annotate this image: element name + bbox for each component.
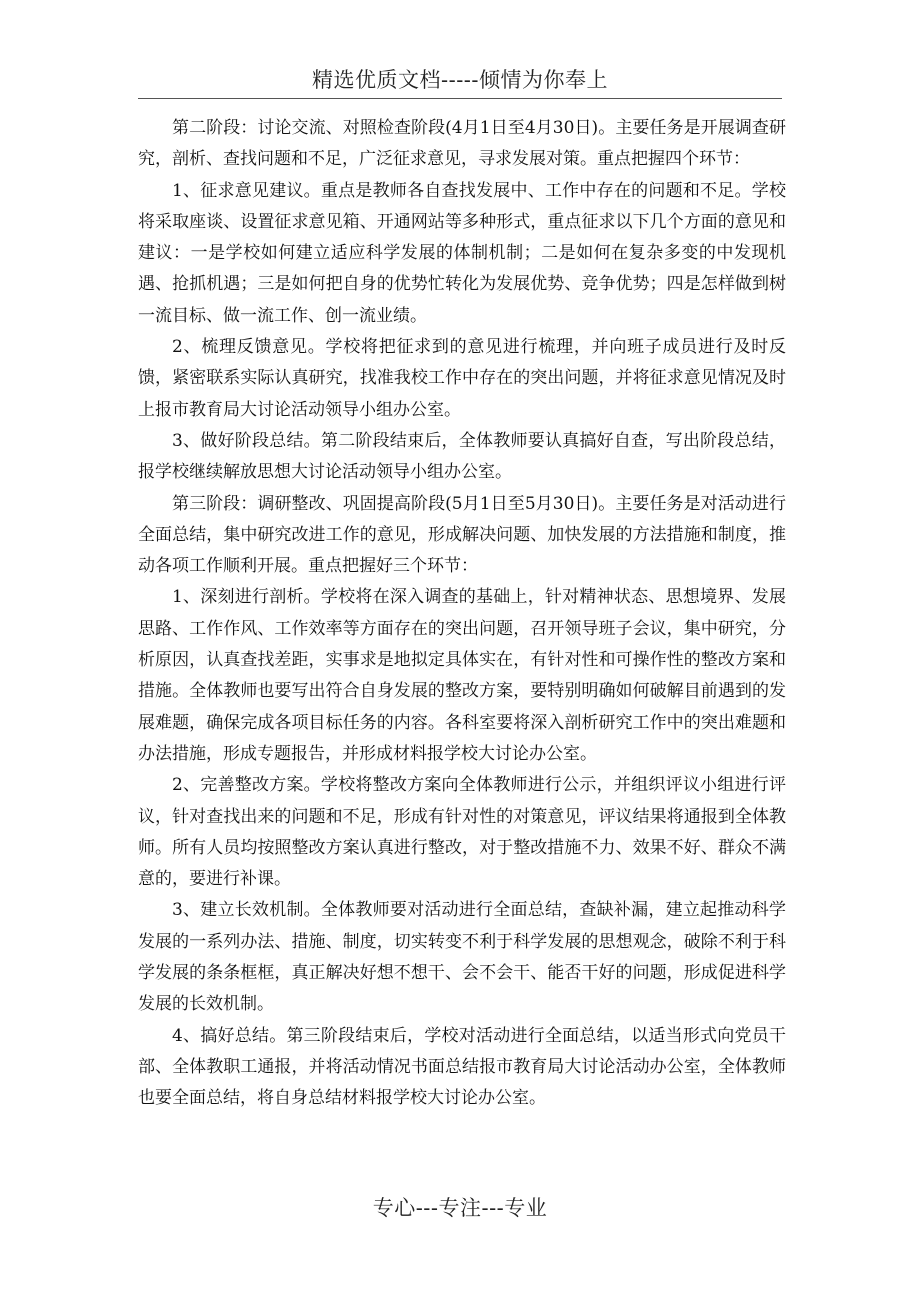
page-footer: 专心---专注---专业	[372, 1196, 548, 1220]
paragraph-rectification-plan: 2、完善整改方案。学校将整改方案向全体教师进行公示，并组织评议小组进行评议，针对查找出来的问题和不足，形成有针对性的对策意见，评议结果将通报到全体教师。所有人员均按照整改方案认真进行整改，对于整改措施不力、效果不好、群众不满意的，要进行补课。	[138, 775, 786, 890]
paragraph-final-summary: 4、搞好总结。第三阶段结束后，学校对活动进行全面总结，以适当形式向党员干部、全体教职工通报，并将活动情况书面总结报市教育局大讨论活动办公室，全体教师也要全面总结，将自身总结材料报学校大讨论办公室。	[138, 1025, 786, 1109]
paragraph-long-term-mechanism: 3、建立长效机制。全体教师要对活动进行全面总结，查缺补漏，建立起推动科学发展的一系列办法、措施、制度，切实转变不利于科学发展的思想观念，破除不利于科学发展的条条框框，真正解决好想不想干、会不会干、能否干好的问题，形成促进科学发展的长效机制。	[138, 900, 786, 1015]
paragraph-stage-three: 第三阶段：调研整改、巩固提高阶段(5月1日至5月30日)。主要任务是对活动进行全面总结，集中研究改进工作的意见，形成解决问题、加快发展的方法措施和制度，推动各项工作顺利开展。重点把握好三个环节：	[138, 493, 786, 577]
paragraph-collect-opinions: 1、征求意见建议。重点是教师各自查找发展中、工作中存在的问题和不足。学校将采取座谈、设置征求意见箱、开通网站等多种形式，重点征求以下几个方面的意见和建议：一是学校如何建立适应科学发展的体制机制；二是如何在复杂多变的中发现机遇、抢抓机遇；三是如何把自身的优势忙转化为发展优势、竞争优势；四是怎样做到树一流目标、做一流工作、创一流业绩。	[138, 180, 786, 326]
page-header: 精选优质文档-----倾情为你奉上	[312, 68, 608, 92]
paragraph-feedback: 2、梳理反馈意见。学校将把征求到的意见进行梳理，并向班子成员进行及时反馈，紧密联系实际认真研究，找准我校工作中存在的突出问题，并将征求意见情况及时上报市教育局大讨论活动领导小组办公室。	[138, 337, 786, 420]
paragraph-stage-summary: 3、做好阶段总结。第二阶段结束后，全体教师要认真搞好自查，写出阶段总结，报学校继续解放思想大讨论活动领导小组办公室。	[138, 430, 786, 483]
paragraph-stage-two: 第二阶段：讨论交流、对照检查阶段(4月1日至4月30日)。主要任务是开展调查研究，剖析、查找问题和不足，广泛征求意见，寻求发展对策。重点把握四个环节：	[138, 118, 786, 170]
paragraph-analysis: 1、深刻进行剖析。学校将在深入调查的基础上，针对精神状态、思想境界、发展思路、工作作风、工作效率等方面存在的突出问题，召开领导班子会议，集中研究，分析原因，认真查找差距，实事求是地拟定具体实在，有针对性和可操作性的整改方案和措施。全体教师也要写出符合自身发展的整改方案，要特别明确如何破解目前遇到的发展难题，确保完成各项目标任务的内容。各科室要将深入剖析研究工作中的突出难题和办法措施，形成专题报告，并形成材料报学校大讨论办公室。	[138, 587, 786, 764]
document-body	[138, 113, 786, 1115]
header-divider	[138, 98, 782, 99]
